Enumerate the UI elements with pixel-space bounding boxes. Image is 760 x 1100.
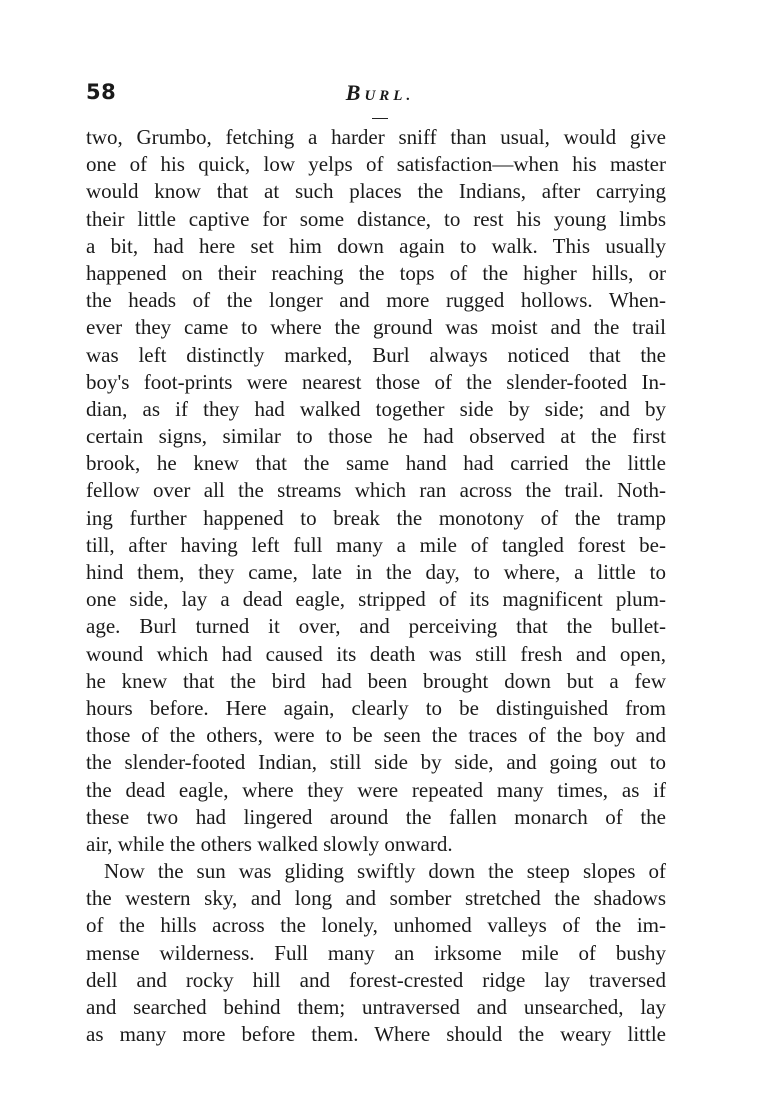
text-line: fellow over all the streams which ran across the trail. Noth- xyxy=(86,478,666,503)
text-line: as many more before them. Where should the weary little xyxy=(86,1022,666,1047)
text-line: mense wilderness. Full many an irksome mile of bushy xyxy=(86,940,666,965)
text-line: age. Burl turned it over, and perceiving that the bullet- xyxy=(86,614,666,639)
text-line: those of the others, were to be seen the traces of the boy and xyxy=(86,723,666,748)
text-line: till, after having left full many a mile of tangled forest be- xyxy=(86,532,666,557)
text-line: brook, he knew that the same hand had carried the little xyxy=(86,451,666,476)
paragraph-end-line: air, while the others walked slowly onward. xyxy=(86,831,453,856)
running-title xyxy=(0,80,760,106)
text-line: boy's foot-prints were nearest those of the slender-footed In- xyxy=(86,369,666,394)
text-line: hours before. Here again, clearly to be distinguished from xyxy=(86,695,666,720)
text-line: certain signs, similar to those he had observed at the first xyxy=(86,424,666,449)
text-line: of the hills across the lonely, unhomed valleys of the im- xyxy=(86,913,666,938)
text-line: he knew that the bird had been brought down but a few xyxy=(86,668,666,693)
text-line: dian, as if they had walked together side by side; and by xyxy=(86,396,666,421)
text-line: these two had lingered around the fallen monarch of the xyxy=(86,804,666,829)
text-line: dell and rocky hill and forest-crested ridge lay traversed xyxy=(86,967,666,992)
text-line: their little captive for some distance, to rest his young limbs xyxy=(86,206,666,231)
text-line: hind them, they came, late in the day, to where, a little to xyxy=(86,560,666,584)
body-text xyxy=(86,124,666,1048)
text-line: the heads of the longer and more rugged hollows. When- xyxy=(86,288,666,313)
text-line: ing further happened to break the monotony of the tramp xyxy=(86,505,666,530)
page-number: 58 xyxy=(86,80,117,104)
text-line: one side, lay a dead eagle, stripped of its magnificent plum- xyxy=(86,587,666,612)
text-line: two, Grumbo, fetching a harder sniff than usual, would give xyxy=(86,125,666,149)
text-line: happened on their reaching the tops of the higher hills, or xyxy=(86,260,666,285)
running-title-rest: URL. xyxy=(364,88,415,104)
text-line: would know that at such places the Indians, after carrying xyxy=(86,179,666,204)
text-line: ever they came to where the ground was moist and the trail xyxy=(86,315,666,340)
header-rule xyxy=(372,118,388,119)
text-line: a bit, had here set him down again to walk. This usually xyxy=(86,233,666,258)
text-line: the western sky, and long and somber stretched the shadows xyxy=(86,886,666,911)
running-title-initial: B xyxy=(345,80,365,105)
text-line: one of his quick, low yelps of satisfaction—when his master xyxy=(86,152,666,177)
text-line: the dead eagle, where they were repeated many times, as if xyxy=(86,777,666,802)
text-line: wound which had caused its death was still fresh and open, xyxy=(86,641,666,666)
text-line: was left distinctly marked, Burl always noticed that the xyxy=(86,342,666,367)
text-line: the slender-footed Indian, still side by side, and going out to xyxy=(86,750,666,775)
paragraph-start-line: Now the sun was gliding swiftly down the steep slopes of xyxy=(104,859,666,884)
text-line: and searched behind them; untraversed and unsearched, lay xyxy=(86,995,666,1019)
